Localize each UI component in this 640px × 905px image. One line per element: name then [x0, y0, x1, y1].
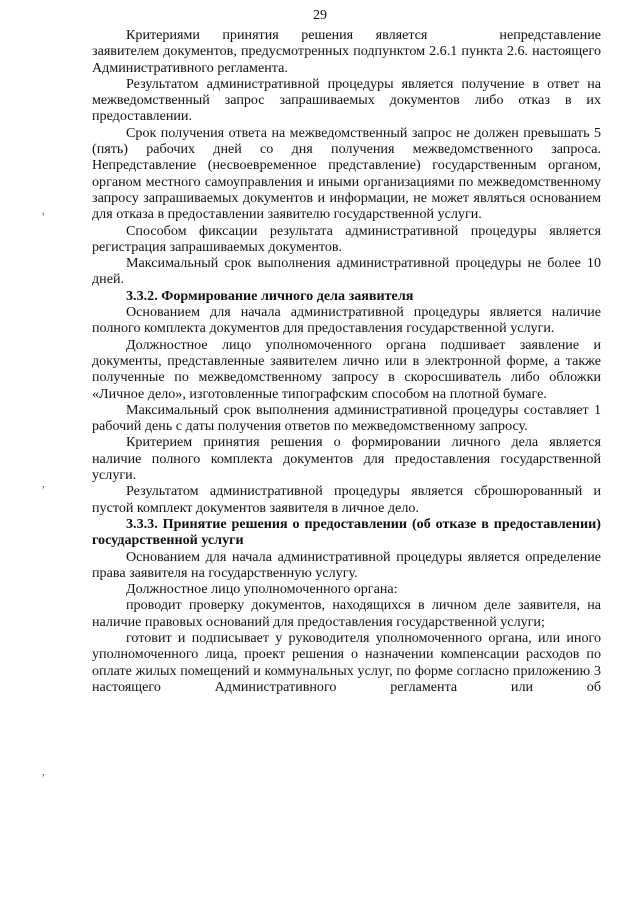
document-body: [92, 27, 601, 695]
paragraph-fragment: Критериями принятия решения является: [126, 27, 428, 43]
paragraph: [92, 27, 601, 76]
paragraph: Результатом административной процедуры является получение в ответ на межведомственный запрос запрашиваемых документов либо отказ в их предоставлении.: [92, 75, 601, 125]
paragraph: готовит и подписывает у руководителя уполномоченного органа, или иного уполномоченного лица, проект решения о назначении компенсации расходов по оплате жилых помещений и коммунальных услуг, по форме согласно приложению 3 настоящего Административного регламента или об: [92, 629, 601, 695]
paragraph: Основанием для начала административной процедуры является определение права заявителя на государственную услугу.: [92, 548, 601, 581]
paragraph: Результатом административной процедуры является сброшюрованный и пустой комплект документов заявителя в личное дело.: [92, 483, 601, 516]
paragraph: Максимальный срок выполнения административной процедуры составляет 1 рабочий день с даты получения ответов по межведомственному запросу.: [92, 401, 601, 435]
section-heading: 3.3.3. Принятие решения о предоставлении (об отказе в предоставлении) государственной услуги: [92, 515, 601, 549]
paragraph: Критерием принятия решения о формировании личного дела является наличие полного комплекта документов для предоставления государственной услуги.: [92, 434, 601, 484]
paragraph: Должностное лицо уполномоченного органа:: [126, 581, 398, 598]
scan-artifact-mark: ,: [42, 767, 45, 778]
paragraph: Срок получения ответа на межведомственный запрос не должен превышать 5 (пять) рабочих дней со дня получения межведомственного запроса. Непредставление (несвоевременное представление) государственным органом, органом местного самоуправления и иными организациями по межведомственному запросу запрашиваемых документов и информации, не может являться основанием для отказа в предоставлении заявителю государственной услуги.: [92, 124, 601, 223]
paragraph: Максимальный срок выполнения административной процедуры не более 10 дней.: [92, 255, 601, 288]
section-heading: 3.3.2. Формирование личного дела заявителя: [126, 287, 414, 304]
paragraph-fragment: непредставление заявителем документов, предусмотренных подпунктом 2.6.1 пункта 2.6. настоящего Административного регламента.: [92, 27, 601, 76]
paragraph: Способом фиксации результата административной процедуры является регистрация запрашиваемых документов.: [92, 222, 601, 255]
page-number: 29: [312, 7, 328, 23]
paragraph: Основанием для начала административной процедуры является наличие полного комплекта документов для предоставления государственной услуги.: [92, 304, 601, 337]
scan-artifact-mark: ,: [42, 479, 45, 490]
scan-artifact-mark: ,: [42, 206, 45, 217]
paragraph: проводит проверку документов, находящихся в личном деле заявителя, на наличие правовых оснований для предоставления государственной услуги;: [92, 597, 601, 630]
paragraph: Должностное лицо уполномоченного органа подшивает заявление и документы, представленные заявителем лично или в электронной форме, а также полученные по межведомственному запросу в скоросшиватель либо обложки «Личное дело», изготовленные типографским способом на плотной бумаге.: [92, 336, 601, 402]
